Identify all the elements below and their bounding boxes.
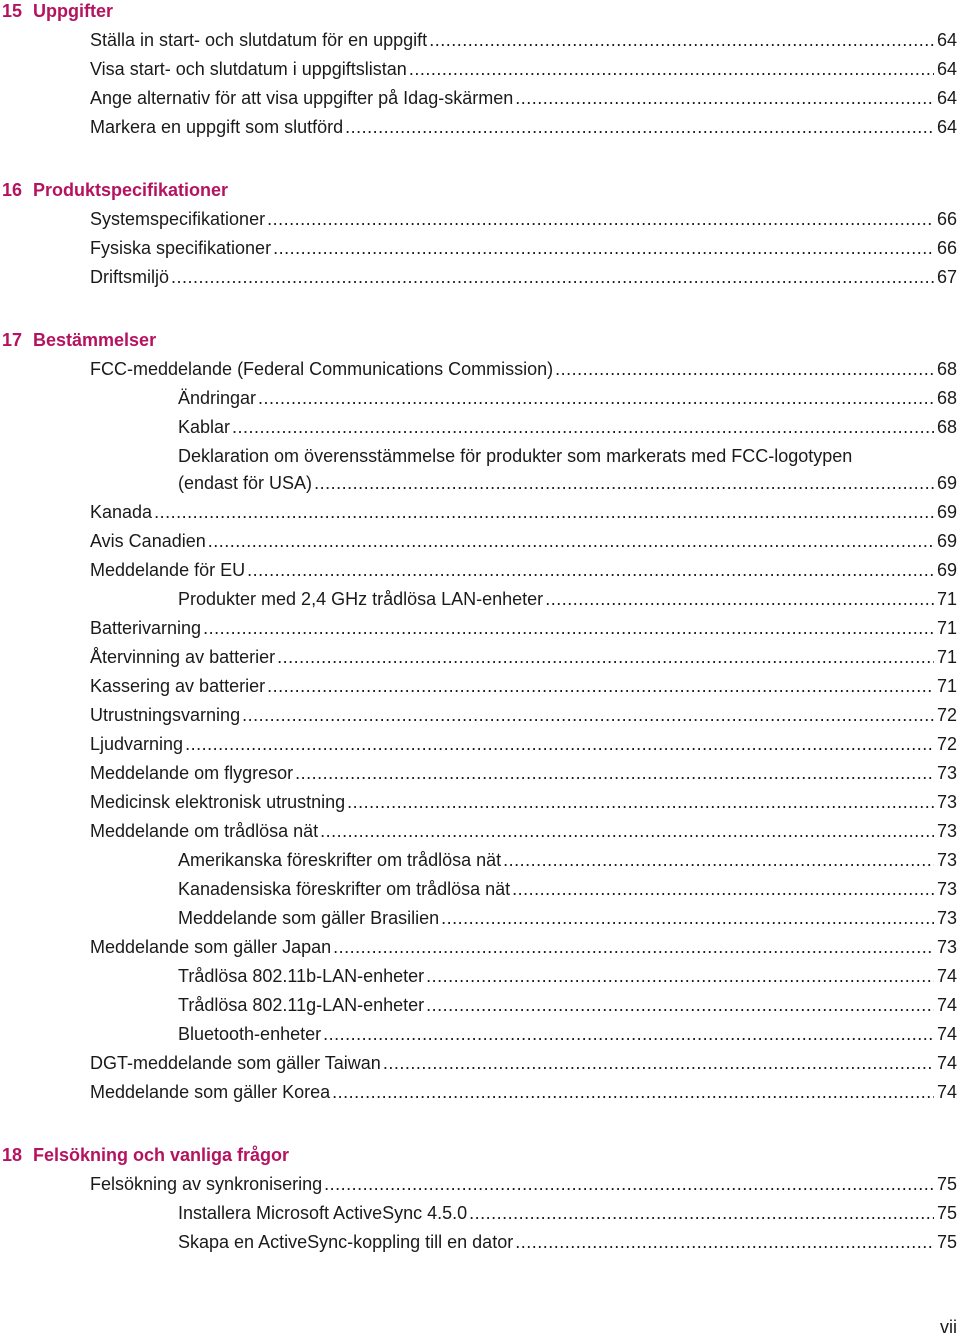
toc-entry-label: Bluetooth-enheter <box>178 1024 322 1044</box>
toc-page-number: 74 <box>936 966 957 986</box>
toc-entry[interactable] <box>90 501 957 523</box>
toc-page-number: 69 <box>936 560 957 580</box>
toc-entry[interactable] <box>90 762 957 784</box>
toc-entry-label: Felsökning av synkronisering <box>90 1174 323 1194</box>
chapter-number: 16 <box>2 180 23 200</box>
chapter-title: Felsökning och vanliga frågor <box>33 1145 290 1165</box>
toc-page-number: 73 <box>936 908 957 928</box>
chapter-title: Bestämmelser <box>33 330 157 350</box>
dot-leader <box>441 907 934 929</box>
toc-page-number: 74 <box>936 1024 957 1044</box>
dot-leader <box>314 472 934 494</box>
toc-entry-label: Kassering av batterier <box>90 676 266 696</box>
dot-leader <box>320 820 934 842</box>
toc-entry[interactable] <box>178 994 957 1016</box>
toc-entry[interactable] <box>90 208 957 230</box>
toc-page-number: 73 <box>936 937 957 957</box>
toc-entry-label: Fysiska specifikationer <box>90 238 272 258</box>
toc-entry[interactable] <box>178 1202 957 1224</box>
chapter-number: 15 <box>2 1 23 21</box>
chapter-number: 17 <box>2 330 23 350</box>
chapter-heading <box>2 329 156 351</box>
toc-page-number: 71 <box>936 676 957 696</box>
toc-entry-label: Avis Canadien <box>90 531 206 551</box>
toc-entry-label: Deklaration om överensstämmelse för produkter som markerats med FCC-logotypen <box>178 446 853 466</box>
toc-entry-label: Meddelande om flygresor <box>90 763 294 783</box>
dot-leader <box>203 617 934 639</box>
dot-leader <box>469 1202 934 1224</box>
toc-page-number: 68 <box>936 388 957 408</box>
chapter-title: Produktspecifikationer <box>33 180 229 200</box>
toc-page-number: 74 <box>936 995 957 1015</box>
dot-leader <box>512 878 934 900</box>
dot-leader <box>555 358 934 380</box>
toc-page-number: 71 <box>936 589 957 609</box>
chapter-heading <box>2 0 113 22</box>
toc-entry[interactable] <box>90 29 957 51</box>
toc-entry-label: Batterivarning <box>90 618 202 638</box>
dot-leader <box>242 704 934 726</box>
toc-entry[interactable] <box>178 849 957 871</box>
page-number: vii <box>940 1317 957 1337</box>
toc-entry-label: Meddelande som gäller Japan <box>90 937 332 957</box>
dot-leader <box>247 559 934 581</box>
dot-leader <box>295 762 934 784</box>
dot-leader <box>545 588 934 610</box>
toc-entry-label: Visa start- och slutdatum i uppgiftslistan <box>90 59 407 79</box>
toc-page-number: 64 <box>936 30 957 50</box>
toc-page-number: 69 <box>936 473 957 493</box>
toc-entry[interactable] <box>90 617 957 639</box>
toc-entry-label: Kanada <box>90 502 153 522</box>
toc-page-number: 67 <box>936 267 957 287</box>
chapter-heading <box>2 1144 289 1166</box>
toc-page-number: 73 <box>936 850 957 870</box>
toc-entry[interactable] <box>90 733 957 755</box>
toc-entry[interactable] <box>90 530 957 552</box>
toc-page-number: 66 <box>936 209 957 229</box>
chapter-number: 18 <box>2 1145 23 1165</box>
toc-entry-label: Återvinning av batterier <box>90 647 276 667</box>
toc-page-number: 75 <box>936 1174 957 1194</box>
dot-leader <box>429 29 934 51</box>
toc-entry[interactable] <box>178 965 957 987</box>
toc-entry-label: Medicinsk elektronisk utrustning <box>90 792 346 812</box>
toc-entry-label: Meddelande som gäller Korea <box>90 1082 331 1102</box>
toc-entry-label: Ange alternativ för att visa uppgifter på Idag-skärmen <box>90 88 514 108</box>
toc-entry-label: Meddelande som gäller Brasilien <box>178 908 440 928</box>
dot-leader <box>232 416 934 438</box>
toc-entry[interactable] <box>178 472 957 494</box>
dot-leader <box>208 530 934 552</box>
toc-entry[interactable] <box>90 1081 957 1103</box>
toc-entry-label: Driftsmiljö <box>90 267 169 287</box>
toc-entry-label: Meddelande för EU <box>90 560 246 580</box>
dot-leader <box>273 237 934 259</box>
toc-page-number: 73 <box>936 763 957 783</box>
dot-leader <box>426 994 934 1016</box>
toc-entry-label: Installera Microsoft ActiveSync 4.5.0 <box>178 1203 468 1223</box>
toc-page-number: 73 <box>936 821 957 841</box>
toc-entry-label: Utrustningsvarning <box>90 705 241 725</box>
toc-page-number: 74 <box>936 1053 957 1073</box>
toc-entry[interactable] <box>90 237 957 259</box>
toc-page-number: 64 <box>936 88 957 108</box>
toc-page-number: 72 <box>936 734 957 754</box>
dot-leader <box>345 116 934 138</box>
toc-entry-label: Trådlösa 802.11b-LAN-enheter <box>178 966 425 986</box>
dot-leader <box>426 965 934 987</box>
toc-entry[interactable] <box>178 878 957 900</box>
toc-page-number: 68 <box>936 359 957 379</box>
toc-page-number: 68 <box>936 417 957 437</box>
toc-entry[interactable] <box>90 58 957 80</box>
toc-page-number: 71 <box>936 647 957 667</box>
toc-entry[interactable] <box>90 559 957 581</box>
toc-entry[interactable] <box>178 1023 957 1045</box>
toc-page-number: 74 <box>936 1082 957 1102</box>
toc-entry[interactable] <box>178 588 957 610</box>
toc-entry[interactable] <box>90 646 957 668</box>
dot-leader <box>267 675 934 697</box>
toc-entry-label: (endast för USA) <box>178 473 313 493</box>
chapter-title: Uppgifter <box>33 1 113 21</box>
dot-leader <box>515 87 934 109</box>
dot-leader <box>185 733 934 755</box>
dot-leader <box>347 791 934 813</box>
dot-leader <box>277 646 934 668</box>
toc-page-number: 66 <box>936 238 957 258</box>
toc-page-number: 73 <box>936 792 957 812</box>
dot-leader <box>332 1081 934 1103</box>
toc-entry-label: Ändringar <box>178 388 257 408</box>
toc-entry[interactable] <box>90 358 957 380</box>
toc-entry-label: Ställa in start- och slutdatum för en uppgift <box>90 30 428 50</box>
toc-page-number: 69 <box>936 531 957 551</box>
toc-page-number: 72 <box>936 705 957 725</box>
toc-entry[interactable] <box>90 704 957 726</box>
toc-entry[interactable] <box>90 87 957 109</box>
toc-entry[interactable] <box>178 1231 957 1253</box>
toc-page-number: 64 <box>936 59 957 79</box>
dot-leader <box>323 1023 934 1045</box>
toc-entry[interactable] <box>178 416 957 438</box>
dot-leader <box>154 501 934 523</box>
dot-leader <box>324 1173 934 1195</box>
dot-leader <box>258 387 934 409</box>
toc-entry-label: Kanadensiska föreskrifter om trådlösa nät <box>178 879 511 899</box>
dot-leader <box>515 1231 934 1253</box>
dot-leader <box>267 208 934 230</box>
toc-page-number: 75 <box>936 1232 957 1252</box>
toc-entry-label: FCC-meddelande (Federal Communications Commission) <box>90 359 554 379</box>
dot-leader <box>171 266 934 288</box>
toc-entry[interactable] <box>90 675 957 697</box>
toc-entry-label: Trådlösa 802.11g-LAN-enheter <box>178 995 425 1015</box>
dot-leader <box>333 936 934 958</box>
toc-entry[interactable] <box>90 1052 957 1074</box>
toc-page-number: 73 <box>936 879 957 899</box>
dot-leader <box>503 849 934 871</box>
toc-entry[interactable] <box>90 820 957 842</box>
toc-entry[interactable] <box>90 791 957 813</box>
toc-entry[interactable] <box>178 387 957 409</box>
toc-entry[interactable] <box>90 1173 957 1195</box>
toc-entry-label: Markera en uppgift som slutförd <box>90 117 344 137</box>
toc-page-number: 75 <box>936 1203 957 1223</box>
toc-entry-label: Amerikanska föreskrifter om trådlösa nät <box>178 850 502 870</box>
toc-entry-label: DGT-meddelande som gäller Taiwan <box>90 1053 381 1073</box>
toc-entry-label: Skapa en ActiveSync-koppling till en dator <box>178 1232 514 1252</box>
chapter-heading <box>2 179 228 201</box>
toc-page-number: 64 <box>936 117 957 137</box>
toc-entry-label: Meddelande om trådlösa nät <box>90 821 319 841</box>
toc-entry[interactable] <box>90 936 957 958</box>
toc-entry[interactable] <box>178 907 957 929</box>
dot-leader <box>409 58 934 80</box>
toc-page-number: 69 <box>936 502 957 522</box>
toc-entry-label: Kablar <box>178 417 231 437</box>
toc-page-number: 71 <box>936 618 957 638</box>
toc-entry[interactable] <box>90 266 957 288</box>
toc-entry-label: Systemspecifikationer <box>90 209 266 229</box>
dot-leader <box>383 1052 934 1074</box>
toc-entry-label: Produkter med 2,4 GHz trådlösa LAN-enheter <box>178 589 544 609</box>
toc-entry[interactable] <box>90 116 957 138</box>
toc-entry-label: Ljudvarning <box>90 734 184 754</box>
